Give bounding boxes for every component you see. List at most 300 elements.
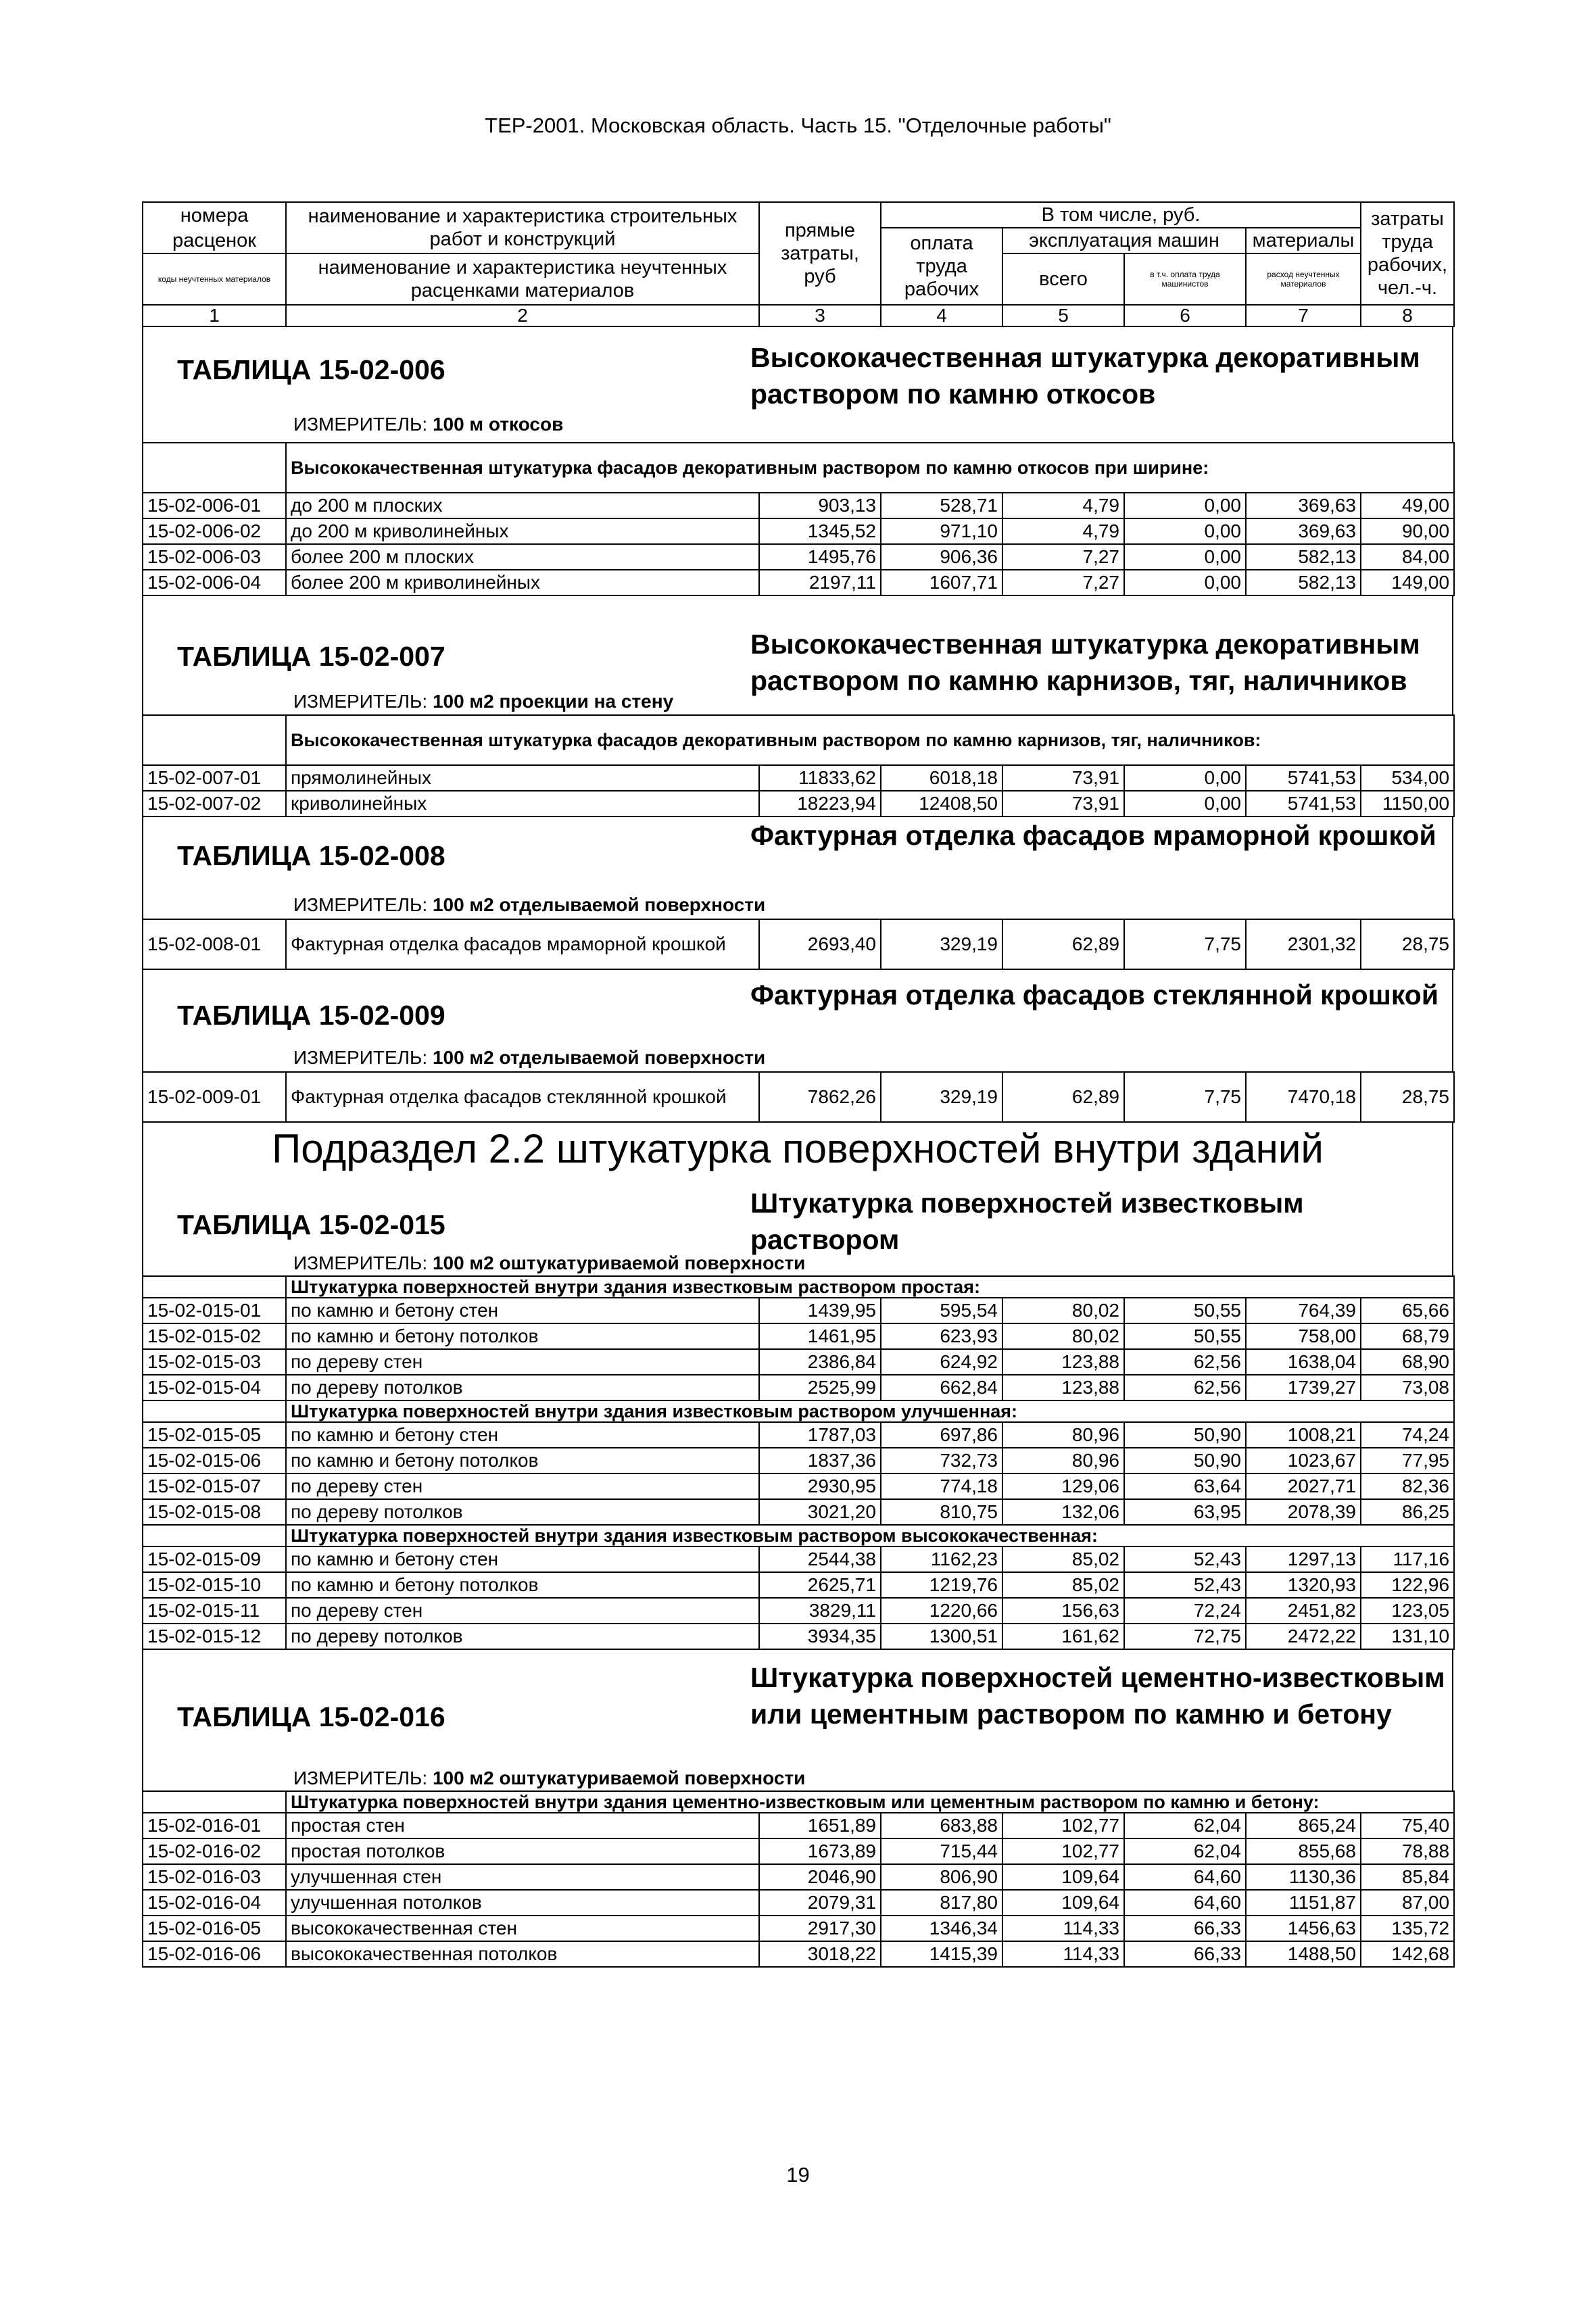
machinist-wages: 50,55	[1124, 1323, 1246, 1349]
labor-hours: 1150,00	[1361, 791, 1454, 817]
table-description: Высококачественная штукатурка фасадов декоративным раствором по камню откосов при ширине:	[286, 443, 1454, 493]
col-header-name: наименование и характеристика строительных работ и конструкций	[286, 202, 759, 253]
worker-wages: 971,10	[881, 518, 1002, 544]
direct-costs: 18223,94	[759, 791, 881, 817]
table-row	[143, 791, 1454, 817]
rate-code: 15-02-015-03	[143, 1349, 286, 1375]
materials: 855,68	[1246, 1838, 1361, 1864]
machinist-wages: 62,56	[1124, 1375, 1246, 1400]
worker-wages: 329,19	[881, 1072, 1002, 1122]
labor-hours: 78,88	[1361, 1838, 1454, 1864]
document-body	[142, 201, 1453, 1968]
table-row	[143, 1323, 1454, 1349]
table-row	[143, 1349, 1454, 1375]
machinist-wages: 7,75	[1124, 1072, 1246, 1122]
worker-wages: 1415,39	[881, 1941, 1002, 1967]
table-15-02-015	[142, 1275, 1455, 1650]
work-name: до 200 м криволинейных	[286, 518, 759, 544]
machinist-wages: 0,00	[1124, 791, 1246, 817]
materials: 1488,50	[1246, 1941, 1361, 1967]
worker-wages: 1346,34	[881, 1916, 1002, 1941]
work-name: простая стен	[286, 1813, 759, 1838]
labor-hours: 131,10	[1361, 1624, 1454, 1649]
worker-wages: 624,92	[881, 1349, 1002, 1375]
table-15-02-006-header	[142, 327, 1453, 442]
materials: 2078,39	[1246, 1499, 1361, 1525]
rate-code: 15-02-015-10	[143, 1572, 286, 1598]
machine-total: 123,88	[1002, 1375, 1124, 1400]
labor-hours: 68,90	[1361, 1349, 1454, 1375]
rate-code: 15-02-015-06	[143, 1448, 286, 1473]
materials: 1008,21	[1246, 1422, 1361, 1448]
work-name: улучшенная потолков	[286, 1890, 759, 1916]
rate-code: 15-02-009-01	[143, 1072, 286, 1122]
table-row	[143, 1624, 1454, 1649]
machinist-wages: 0,00	[1124, 544, 1246, 570]
machinist-wages: 66,33	[1124, 1916, 1246, 1941]
materials: 582,13	[1246, 570, 1361, 595]
table-row	[143, 1298, 1454, 1323]
measure-value: 100 м откосов	[432, 414, 564, 435]
machinist-wages: 0,00	[1124, 493, 1246, 518]
work-name: более 200 м криволинейных	[286, 570, 759, 595]
page-number: 19	[786, 2163, 810, 2187]
table-name: ТАБЛИЦА 15-02-015	[177, 1209, 445, 1240]
table-name: ТАБЛИЦА 15-02-009	[177, 1000, 445, 1031]
table-row	[143, 1375, 1454, 1400]
labor-hours: 87,00	[1361, 1890, 1454, 1916]
work-name: по дереву стен	[286, 1598, 759, 1624]
col-num-5: 5	[1002, 305, 1124, 326]
machine-total: 7,27	[1002, 570, 1124, 595]
measure-label: ИЗМЕРИТЕЛЬ:	[293, 1768, 428, 1788]
machine-total: 114,33	[1002, 1941, 1124, 1967]
machine-total: 80,02	[1002, 1323, 1124, 1349]
rate-code: 15-02-016-05	[143, 1916, 286, 1941]
materials: 1456,63	[1246, 1916, 1361, 1941]
work-name: по дереву потолков	[286, 1375, 759, 1400]
rate-code: 15-02-016-04	[143, 1890, 286, 1916]
work-name: высококачественная потолков	[286, 1941, 759, 1967]
rate-code: 15-02-015-04	[143, 1375, 286, 1400]
materials: 2301,32	[1246, 919, 1361, 969]
machine-total: 132,06	[1002, 1499, 1124, 1525]
measure-label: ИЗМЕРИТЕЛЬ:	[293, 894, 428, 915]
table-row	[143, 919, 1454, 969]
machine-total: 80,96	[1002, 1448, 1124, 1473]
machine-total: 80,02	[1002, 1298, 1124, 1323]
materials: 1023,67	[1246, 1448, 1361, 1473]
machine-total: 4,79	[1002, 518, 1124, 544]
measure-label: ИЗМЕРИТЕЛЬ:	[293, 414, 428, 435]
labor-hours: 149,00	[1361, 570, 1454, 595]
rate-code: 15-02-015-07	[143, 1473, 286, 1499]
table-row	[143, 1499, 1454, 1525]
measure-label: ИЗМЕРИТЕЛЬ:	[293, 1047, 428, 1068]
machinist-wages: 50,90	[1124, 1422, 1246, 1448]
worker-wages: 683,88	[881, 1813, 1002, 1838]
direct-costs: 1495,76	[759, 544, 881, 570]
materials: 369,63	[1246, 493, 1361, 518]
materials: 2451,82	[1246, 1598, 1361, 1624]
work-name: высококачественная стен	[286, 1916, 759, 1941]
labor-hours: 135,72	[1361, 1916, 1454, 1941]
machine-total: 85,02	[1002, 1572, 1124, 1598]
direct-costs: 2046,90	[759, 1864, 881, 1890]
machinist-wages: 52,43	[1124, 1546, 1246, 1572]
column-header-table	[142, 201, 1455, 327]
measure-value: 100 м2 оштукатуриваемой поверхности	[432, 1768, 806, 1788]
materials: 758,00	[1246, 1323, 1361, 1349]
machinist-wages: 62,04	[1124, 1838, 1246, 1864]
machine-total: 73,91	[1002, 765, 1124, 791]
table-15-02-016	[142, 1790, 1455, 1968]
direct-costs: 2625,71	[759, 1572, 881, 1598]
labor-hours: 123,05	[1361, 1598, 1454, 1624]
rate-code: 15-02-016-06	[143, 1941, 286, 1967]
work-name: по дереву потолков	[286, 1499, 759, 1525]
labor-hours: 84,00	[1361, 544, 1454, 570]
work-name: по камню и бетону потолков	[286, 1448, 759, 1473]
table-row	[143, 1941, 1454, 1967]
table-row	[143, 765, 1454, 791]
labor-hours: 122,96	[1361, 1572, 1454, 1598]
worker-wages: 806,90	[881, 1864, 1002, 1890]
table-row	[143, 1838, 1454, 1864]
worker-wages: 6018,18	[881, 765, 1002, 791]
work-name: по камню и бетону потолков	[286, 1572, 759, 1598]
labor-hours: 74,24	[1361, 1422, 1454, 1448]
direct-costs: 3934,35	[759, 1624, 881, 1649]
worker-wages: 528,71	[881, 493, 1002, 518]
machine-total: 156,63	[1002, 1598, 1124, 1624]
table-15-02-009	[142, 1071, 1455, 1123]
measure	[293, 1252, 805, 1274]
group-heading: Штукатурка поверхностей внутри здания известковым раствором улучшенная:	[286, 1400, 1454, 1422]
direct-costs: 2917,30	[759, 1916, 881, 1941]
direct-costs: 2544,38	[759, 1546, 881, 1572]
col-header-material-codes: коды неучтенных материалов	[143, 253, 286, 305]
direct-costs: 2197,11	[759, 570, 881, 595]
rate-code: 15-02-015-09	[143, 1546, 286, 1572]
measure-label: ИЗМЕРИТЕЛЬ:	[293, 691, 428, 712]
work-name: криволинейных	[286, 791, 759, 817]
measure-value: 100 м2 отделываемой поверхности	[432, 894, 766, 915]
direct-costs: 2693,40	[759, 919, 881, 969]
table-title: Штукатурка поверхностей цементно-известковым или цементным раствором по камню и бетону	[750, 1662, 1445, 1730]
worker-wages: 329,19	[881, 919, 1002, 969]
machine-total: 102,77	[1002, 1813, 1124, 1838]
table-row	[143, 1072, 1454, 1122]
machinist-wages: 0,00	[1124, 518, 1246, 544]
measure	[293, 1047, 765, 1069]
work-name: по дереву стен	[286, 1473, 759, 1499]
worker-wages: 715,44	[881, 1838, 1002, 1864]
direct-costs: 11833,62	[759, 765, 881, 791]
worker-wages: 595,54	[881, 1298, 1002, 1323]
direct-costs: 2079,31	[759, 1890, 881, 1916]
labor-hours: 82,36	[1361, 1473, 1454, 1499]
machine-total: 109,64	[1002, 1890, 1124, 1916]
table-title: Фактурная отделка фасадов мраморной крошкой	[750, 820, 1436, 851]
rate-code: 15-02-016-03	[143, 1864, 286, 1890]
work-name: по камню и бетону стен	[286, 1298, 759, 1323]
table-name: ТАБЛИЦА 15-02-008	[177, 840, 445, 871]
worker-wages: 1219,76	[881, 1572, 1002, 1598]
machinist-wages: 0,00	[1124, 570, 1246, 595]
labor-hours: 28,75	[1361, 1072, 1454, 1122]
labor-hours: 90,00	[1361, 518, 1454, 544]
materials: 1297,13	[1246, 1546, 1361, 1572]
col-header-machines: эксплуатация машин	[1002, 228, 1246, 253]
direct-costs: 1787,03	[759, 1422, 881, 1448]
direct-costs: 1651,89	[759, 1813, 881, 1838]
rate-code: 15-02-007-02	[143, 791, 286, 817]
machinist-wages: 7,75	[1124, 919, 1246, 969]
machinist-wages: 50,90	[1124, 1448, 1246, 1473]
table-row	[143, 493, 1454, 518]
worker-wages: 662,84	[881, 1375, 1002, 1400]
materials: 2472,22	[1246, 1624, 1361, 1649]
labor-hours: 142,68	[1361, 1941, 1454, 1967]
table-15-02-006	[142, 442, 1455, 596]
materials: 1739,27	[1246, 1375, 1361, 1400]
worker-wages: 732,73	[881, 1448, 1002, 1473]
table-15-02-009-header	[142, 970, 1453, 1071]
rate-code: 15-02-015-02	[143, 1323, 286, 1349]
machinist-wages: 52,43	[1124, 1572, 1246, 1598]
machine-total: 123,88	[1002, 1349, 1124, 1375]
table-row	[143, 1813, 1454, 1838]
work-name: по дереву стен	[286, 1349, 759, 1375]
machine-total: 73,91	[1002, 791, 1124, 817]
labor-hours: 85,84	[1361, 1864, 1454, 1890]
rate-code: 15-02-015-11	[143, 1598, 286, 1624]
col-num-4: 4	[881, 305, 1002, 326]
work-name: до 200 м плоских	[286, 493, 759, 518]
machinist-wages: 66,33	[1124, 1941, 1246, 1967]
col-header-labor-costs: затраты труда рабочих, чел.-ч.	[1361, 202, 1454, 305]
col-header-machinist-wages: в т.ч. оплата труда машинистов	[1124, 253, 1246, 305]
direct-costs: 1461,95	[759, 1323, 881, 1349]
rate-code: 15-02-015-08	[143, 1499, 286, 1525]
machine-total: 4,79	[1002, 493, 1124, 518]
table-15-02-007-header	[142, 596, 1453, 714]
table-row	[143, 1473, 1454, 1499]
machine-total: 85,02	[1002, 1546, 1124, 1572]
col-header-wages: оплата труда рабочих	[881, 228, 1002, 305]
rate-code: 15-02-016-02	[143, 1838, 286, 1864]
worker-wages: 817,80	[881, 1890, 1002, 1916]
materials: 1638,04	[1246, 1349, 1361, 1375]
work-name: прямолинейных	[286, 765, 759, 791]
col-header-material-consumption: расход неучтенных материалов	[1246, 253, 1361, 305]
labor-hours: 117,16	[1361, 1546, 1454, 1572]
table-row	[143, 1864, 1454, 1890]
measure	[293, 1768, 805, 1789]
labor-hours: 86,25	[1361, 1499, 1454, 1525]
work-name: более 200 м плоских	[286, 544, 759, 570]
worker-wages: 12408,50	[881, 791, 1002, 817]
table-row	[143, 518, 1454, 544]
machine-total: 7,27	[1002, 544, 1124, 570]
work-name: Фактурная отделка фасадов стеклянной крошкой	[286, 1072, 759, 1122]
col-num-6: 6	[1124, 305, 1246, 326]
table-15-02-008	[142, 919, 1455, 970]
labor-hours: 75,40	[1361, 1813, 1454, 1838]
table-description: Высококачественная штукатурка фасадов декоративным раствором по камню карнизов, тяг, наличников:	[286, 715, 1454, 765]
work-name: Фактурная отделка фасадов мраморной крошкой	[286, 919, 759, 969]
measure-value: 100 м2 оштукатуриваемой поверхности	[432, 1252, 806, 1273]
measure	[293, 894, 765, 916]
materials: 1320,93	[1246, 1572, 1361, 1598]
table-row	[143, 1572, 1454, 1598]
table-row	[143, 1598, 1454, 1624]
materials: 865,24	[1246, 1813, 1361, 1838]
labor-hours: 77,95	[1361, 1448, 1454, 1473]
table-row	[143, 570, 1454, 595]
table-title: Штукатурка поверхностей известковым раствором	[750, 1188, 1304, 1255]
labor-hours: 534,00	[1361, 765, 1454, 791]
table-row	[143, 1448, 1454, 1473]
group-heading: Штукатурка поверхностей внутри здания известковым раствором высококачественная:	[286, 1525, 1454, 1546]
measure-label: ИЗМЕРИТЕЛЬ:	[293, 1252, 428, 1273]
page-header: ТЕР-2001. Московская область. Часть 15. "Отделочные работы"	[485, 114, 1111, 137]
rate-code: 15-02-006-04	[143, 570, 286, 595]
machinist-wages: 72,24	[1124, 1598, 1246, 1624]
col-header-in-total: В том числе, руб.	[881, 202, 1361, 228]
direct-costs: 3829,11	[759, 1598, 881, 1624]
direct-costs: 3018,22	[759, 1941, 881, 1967]
machine-total: 114,33	[1002, 1916, 1124, 1941]
col-num-7: 7	[1246, 305, 1361, 326]
table-row	[143, 544, 1454, 570]
measure	[293, 414, 563, 435]
measure-value: 100 м2 проекции на стену	[432, 691, 674, 712]
table-row	[143, 1546, 1454, 1572]
machine-total: 129,06	[1002, 1473, 1124, 1499]
col-header-materials: материалы	[1246, 228, 1361, 253]
materials: 1130,36	[1246, 1864, 1361, 1890]
worker-wages: 906,36	[881, 544, 1002, 570]
col-header-rates: расценок	[143, 228, 286, 253]
machinist-wages: 63,95	[1124, 1499, 1246, 1525]
table-title: Высококачественная штукатурка декоративным раствором по камню карнизов, тяг, наличников	[750, 629, 1420, 696]
group-heading: Штукатурка поверхностей внутри здания известковым раствором простая:	[286, 1276, 1454, 1298]
machine-total: 102,77	[1002, 1838, 1124, 1864]
measure	[293, 691, 673, 712]
rate-code: 15-02-015-05	[143, 1422, 286, 1448]
col-header-material-name: наименование и характеристика неучтенных расценками материалов	[286, 253, 759, 305]
table-row	[143, 1890, 1454, 1916]
subsection-title: Подраздел 2.2 штукатурка поверхностей внутри зданий	[142, 1123, 1453, 1175]
work-name: по камню и бетону стен	[286, 1546, 759, 1572]
materials: 5741,53	[1246, 765, 1361, 791]
measure-value: 100 м2 отделываемой поверхности	[432, 1047, 766, 1068]
direct-costs: 2525,99	[759, 1375, 881, 1400]
materials: 2027,71	[1246, 1473, 1361, 1499]
machinist-wages: 0,00	[1124, 765, 1246, 791]
labor-hours: 73,08	[1361, 1375, 1454, 1400]
machinist-wages: 64,60	[1124, 1890, 1246, 1916]
table-15-02-015-header	[142, 1175, 1453, 1275]
table-15-02-008-header	[142, 817, 1453, 919]
machinist-wages: 64,60	[1124, 1864, 1246, 1890]
materials: 1151,87	[1246, 1890, 1361, 1916]
work-name: по камню и бетону стен	[286, 1422, 759, 1448]
machine-total: 161,62	[1002, 1624, 1124, 1649]
worker-wages: 1607,71	[881, 570, 1002, 595]
rate-code: 15-02-016-01	[143, 1813, 286, 1838]
col-num-2: 2	[286, 305, 759, 326]
direct-costs: 2930,95	[759, 1473, 881, 1499]
col-header-number: номера	[143, 202, 286, 228]
table-15-02-016-header	[142, 1650, 1453, 1790]
direct-costs: 7862,26	[759, 1072, 881, 1122]
direct-costs: 1837,36	[759, 1448, 881, 1473]
rate-code: 15-02-015-01	[143, 1298, 286, 1323]
worker-wages: 623,93	[881, 1323, 1002, 1349]
direct-costs: 3021,20	[759, 1499, 881, 1525]
materials: 7470,18	[1246, 1072, 1361, 1122]
table-row	[143, 1916, 1454, 1941]
col-header-direct-costs: прямые затраты, руб	[759, 202, 881, 305]
work-name: улучшенная стен	[286, 1864, 759, 1890]
rate-code: 15-02-007-01	[143, 765, 286, 791]
worker-wages: 1220,66	[881, 1598, 1002, 1624]
direct-costs: 1439,95	[759, 1298, 881, 1323]
labor-hours: 49,00	[1361, 493, 1454, 518]
labor-hours: 28,75	[1361, 919, 1454, 969]
worker-wages: 1300,51	[881, 1624, 1002, 1649]
machinist-wages: 72,75	[1124, 1624, 1246, 1649]
machine-total: 62,89	[1002, 919, 1124, 969]
table-title: Фактурная отделка фасадов стеклянной крошкой	[750, 979, 1439, 1010]
work-name: по камню и бетону потолков	[286, 1323, 759, 1349]
machinist-wages: 50,55	[1124, 1298, 1246, 1323]
direct-costs: 1673,89	[759, 1838, 881, 1864]
col-num-3: 3	[759, 305, 881, 326]
direct-costs: 903,13	[759, 493, 881, 518]
rate-code: 15-02-015-12	[143, 1624, 286, 1649]
worker-wages: 697,86	[881, 1422, 1002, 1448]
worker-wages: 810,75	[881, 1499, 1002, 1525]
direct-costs: 2386,84	[759, 1349, 881, 1375]
group-heading: Штукатурка поверхностей внутри здания цементно-известковым или цементным раствором по камню и бетону:	[286, 1791, 1454, 1813]
rate-code: 15-02-006-03	[143, 544, 286, 570]
work-name: по дереву потолков	[286, 1624, 759, 1649]
rate-code: 15-02-006-01	[143, 493, 286, 518]
labor-hours: 65,66	[1361, 1298, 1454, 1323]
table-15-02-007	[142, 714, 1455, 817]
rate-code: 15-02-008-01	[143, 919, 286, 969]
worker-wages: 774,18	[881, 1473, 1002, 1499]
col-num-1: 1	[143, 305, 286, 326]
table-name: ТАБЛИЦА 15-02-007	[177, 641, 445, 672]
table-row	[143, 1422, 1454, 1448]
col-header-total: всего	[1002, 253, 1124, 305]
machine-total: 80,96	[1002, 1422, 1124, 1448]
col-num-8: 8	[1361, 305, 1454, 326]
labor-hours: 68,79	[1361, 1323, 1454, 1349]
table-title: Высококачественная штукатурка декоративным раствором по камню откосов	[750, 342, 1420, 410]
machinist-wages: 63,64	[1124, 1473, 1246, 1499]
materials: 5741,53	[1246, 791, 1361, 817]
rate-code: 15-02-006-02	[143, 518, 286, 544]
machinist-wages: 62,56	[1124, 1349, 1246, 1375]
worker-wages: 1162,23	[881, 1546, 1002, 1572]
table-name: ТАБЛИЦА 15-02-006	[177, 354, 445, 385]
